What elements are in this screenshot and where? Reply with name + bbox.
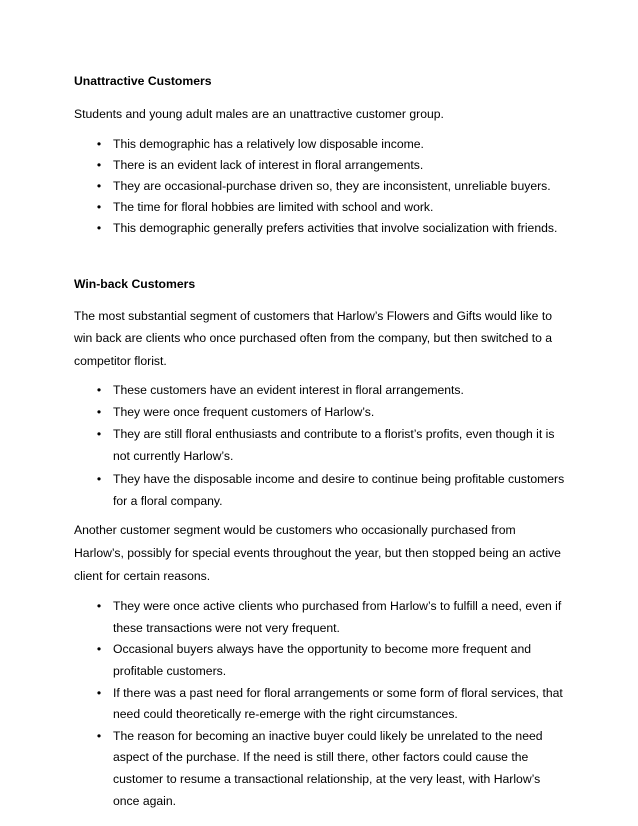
list-item: • The reason for becoming an inactive buyer could likely be unrelated to the need aspect of the purchase. If the need is still there, other factors could cause the customer to resume a transactional relationship, at the very least, with Harlow’s once again.	[74, 726, 566, 812]
bullet-icon: •	[96, 157, 102, 172]
document-page	[74, 71, 566, 812]
paragraph-unattractive-intro: Students and young adult males are an unattractive customer group.	[74, 107, 444, 121]
list-item: • This demographic has a relatively low disposable income.	[74, 134, 566, 155]
list-item: • The time for floral hobbies are limited with school and work.	[74, 197, 566, 218]
bullet-list-occasional	[74, 596, 566, 812]
bullet-icon: •	[96, 200, 102, 215]
list-item: • They are still floral enthusiasts and contribute to a florist’s profits, even though it is not currently Harlow’s.	[74, 423, 566, 468]
bullet-icon: •	[96, 136, 102, 151]
list-item: • If there was a past need for floral arrangements or some form of floral services, that need could theoretically re-emerge with the right circumstances.	[74, 683, 566, 726]
list-item: • They were once frequent customers of Harlow’s.	[74, 402, 566, 423]
section-heading-winback: Win-back Customers	[74, 276, 196, 291]
bullet-list-unattractive	[74, 134, 566, 240]
bullet-icon: •	[96, 728, 102, 743]
list-item: • They were once active clients who purchased from Harlow’s to fulfill a need, even if these transactions were not very frequent.	[74, 596, 566, 639]
bullet-icon: •	[96, 599, 102, 614]
list-item: • They are occasional-purchase driven so, they are inconsistent, unreliable buyers.	[74, 176, 566, 197]
bullet-icon: •	[96, 642, 102, 657]
list-item: • Occasional buyers always have the opportunity to become more frequent and profitable customers.	[74, 639, 566, 682]
bullet-icon: •	[96, 221, 102, 236]
paragraph-winback-intro: The most substantial segment of customers that Harlow’s Flowers and Gifts would like to win back are clients who once purchased often from the company, but then switched to a competitor florist.	[74, 308, 553, 368]
bullet-icon: •	[96, 404, 102, 419]
list-item: • These customers have an evident interest in floral arrangements.	[74, 380, 566, 401]
bullet-icon: •	[96, 426, 102, 441]
list-item: • There is an evident lack of interest in floral arrangements.	[74, 155, 566, 176]
bullet-icon: •	[96, 471, 102, 486]
bullet-icon: •	[96, 179, 102, 193]
bullet-list-winback	[74, 380, 566, 512]
bullet-icon: •	[96, 383, 102, 398]
section-heading-unattractive: Unattractive Customers	[74, 74, 212, 88]
bullet-icon: •	[96, 685, 102, 700]
paragraph-winback-occasional: Another customer segment would be customers who occasionally purchased from Harlow’s, possibly for special events throughout the year, but then stopped being an active client for certain reasons.	[74, 523, 561, 583]
list-item: • This demographic generally prefers activities that involve socialization with friends.	[74, 218, 566, 239]
list-item: • They have the disposable income and desire to continue being profitable customers for a floral company.	[74, 468, 566, 513]
